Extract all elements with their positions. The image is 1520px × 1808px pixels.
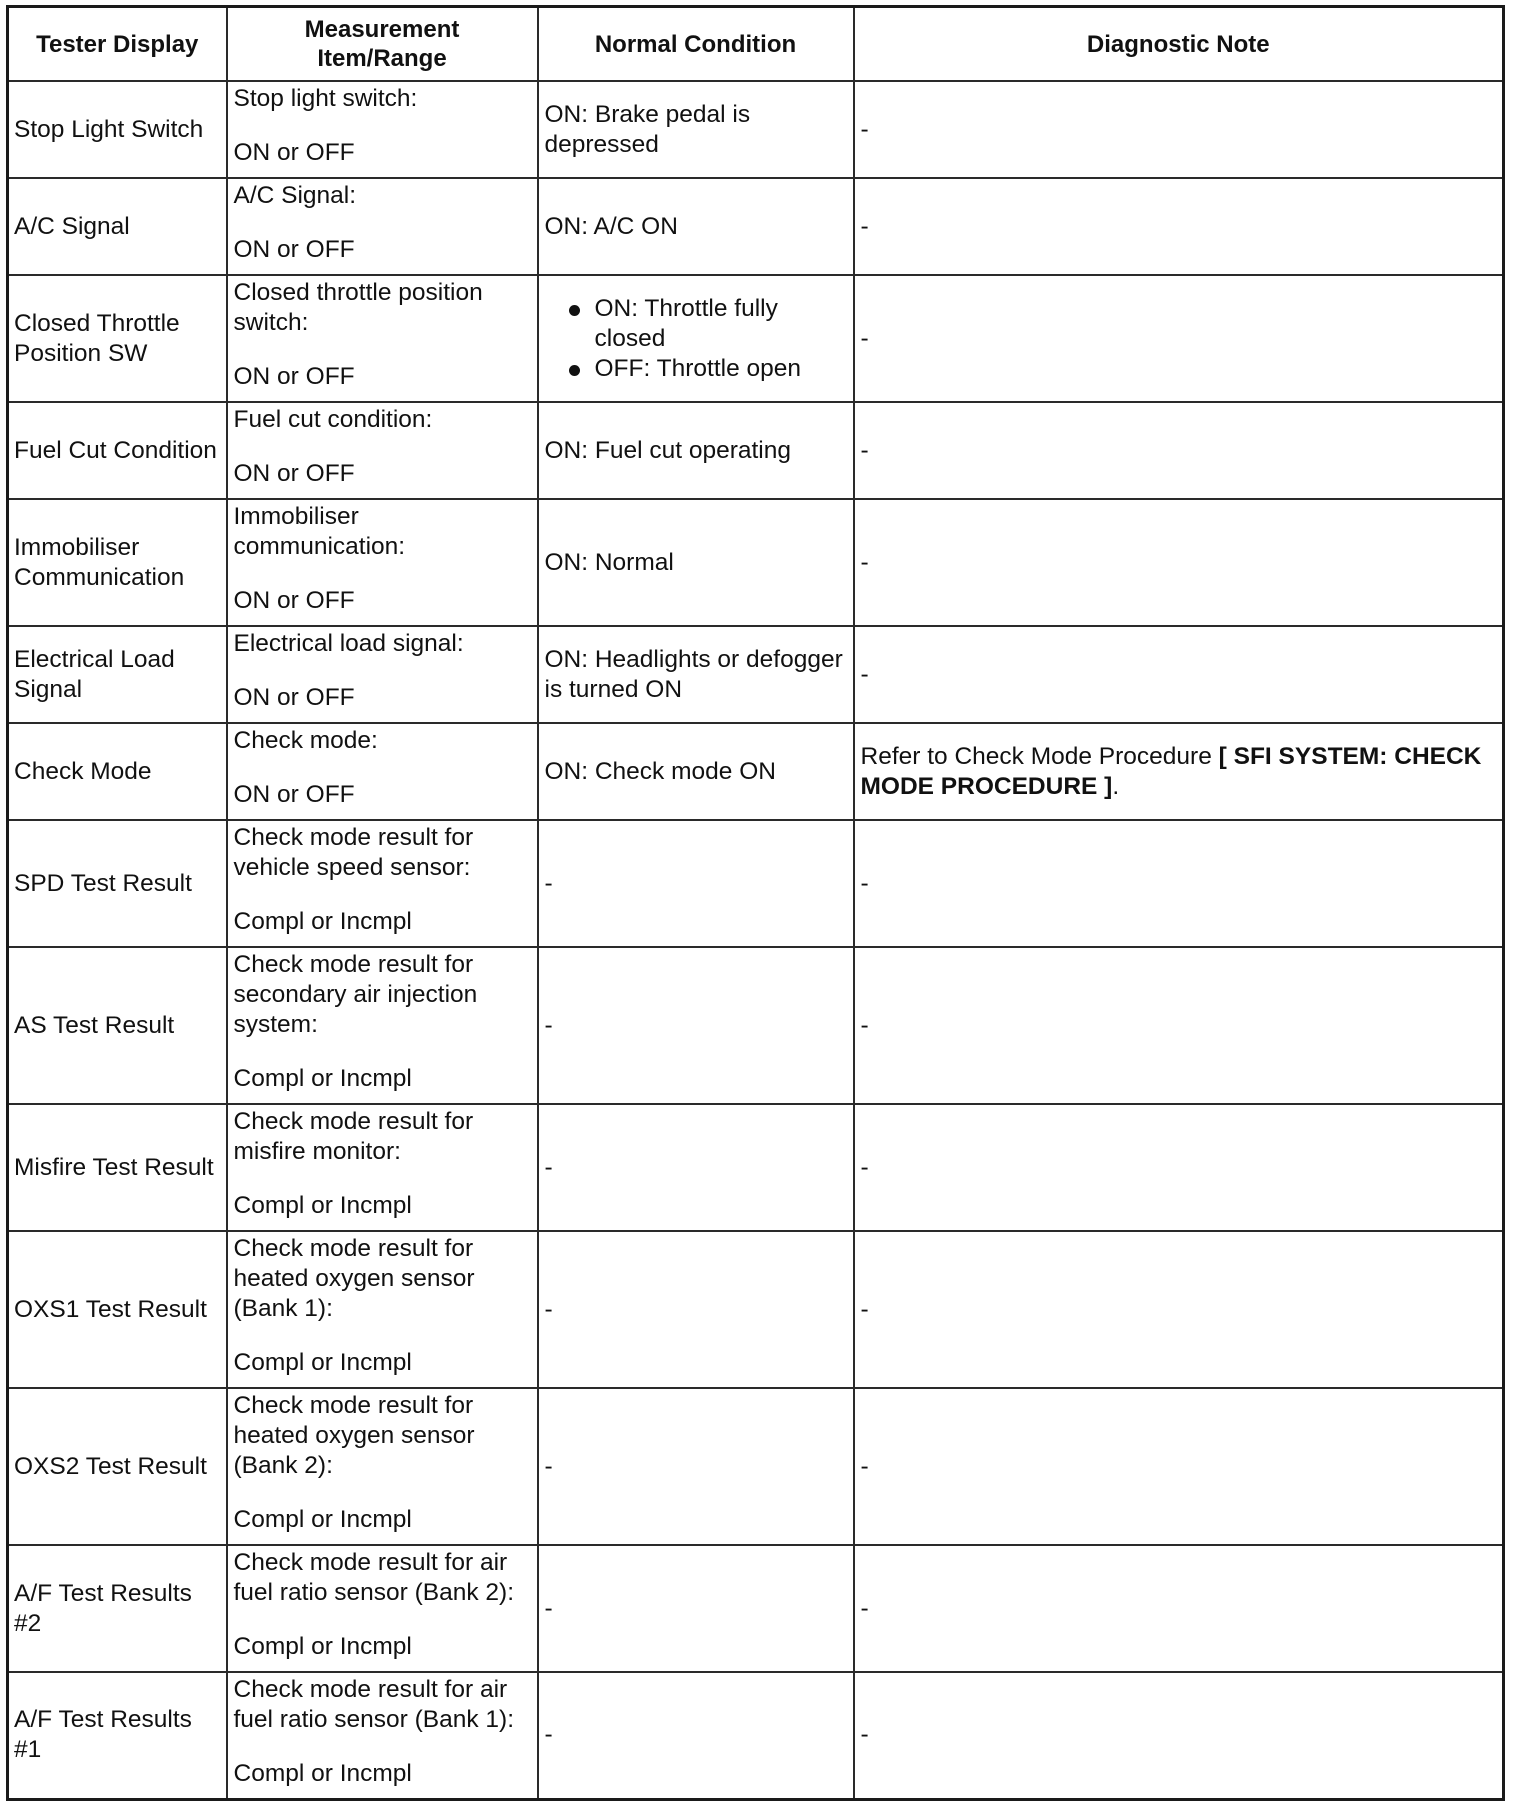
display-text: Fuel Cut Condition [14,436,217,464]
cell-measurement-range [227,947,538,1104]
range-text: Check mode result for [233,1108,474,1135]
cell-measurement-range [227,1672,538,1799]
cell-tester-display [8,1231,227,1388]
cell-tester-display [8,820,227,947]
cell-normal-condition: - [538,1545,854,1672]
normal-bullet-item [559,294,847,354]
display-text: Check Mode [14,757,152,785]
check-mode-procedure-link[interactable]: [ SFI SYSTEM: CHECK [1218,742,1482,770]
cell-diagnostic-note: - [854,626,1504,723]
cell-measurement-range [227,402,538,499]
cell-tester-display [8,275,227,402]
cell-normal-condition [538,626,854,723]
display-text: OXS2 Test Result [14,1452,207,1480]
cell-normal-condition [538,275,854,402]
header-normal-condition: Normal Condition [538,7,854,82]
cell-measurement-range [227,275,538,402]
normal-bullet-list [545,294,847,384]
cell-normal-condition [538,499,854,626]
display-text: A/F Test Results [14,1579,192,1607]
range-text: Check mode result for [233,824,474,851]
range-values: ON or OFF [233,139,355,166]
data-list-table [6,5,1505,1801]
cell-measurement-range [227,626,538,723]
display-text: Closed Throttle [14,309,180,337]
range-text: communication: [233,533,406,560]
range-values: ON or OFF [233,587,355,614]
cell-normal-condition: - [538,1104,854,1231]
table-row-misfire-test-result [8,1104,1504,1231]
cell-normal-condition [538,402,854,499]
cell-diagnostic-note: - [854,402,1504,499]
cell-measurement-range [227,499,538,626]
cell-diagnostic-note: - [854,1104,1504,1231]
range-text: Check mode result for [233,951,474,978]
range-text: Check mode result for air [233,1549,508,1576]
normal-text: ON: A/C ON [544,212,678,240]
cell-diagnostic-note: - [854,81,1504,178]
note-period: . [1112,772,1120,800]
cell-normal-condition: - [538,1388,854,1545]
range-text: Electrical load signal: [233,630,464,657]
cell-diagnostic-note: - [854,820,1504,947]
range-values: ON or OFF [233,460,355,487]
cell-measurement-range [227,1104,538,1231]
normal-text: ON: Fuel cut operating [544,436,791,464]
range-text: Check mode result for [233,1392,474,1419]
cell-measurement-range [227,820,538,947]
cell-diagnostic-note: - [854,275,1504,402]
cell-tester-display [8,723,227,820]
range-text: fuel ratio sensor (Bank 1): [233,1706,515,1733]
cell-measurement-range [227,1388,538,1545]
cell-measurement-range [227,1545,538,1672]
header-measurement-line-2: Item/Range [317,45,447,72]
range-text: (Bank 1): [233,1295,333,1322]
cell-diagnostic-note [854,723,1504,820]
cell-tester-display [8,947,227,1104]
range-text: Check mode: [233,727,378,754]
cell-tester-display [8,1104,227,1231]
range-text: Stop light switch: [233,85,418,112]
table-row-fuel-cut-condition [8,402,1504,499]
bullet-text: ON: Throttle fully [594,294,778,322]
table-row-immobiliser-communication [8,499,1504,626]
display-text: #1 [14,1736,42,1764]
cell-diagnostic-note: - [854,499,1504,626]
normal-text: depressed [544,130,659,158]
cell-normal-condition [538,723,854,820]
cell-normal-condition: - [538,820,854,947]
data-list-sheet [6,5,1505,1801]
bullet-text: OFF: Throttle open [594,354,802,382]
header-row [8,7,1504,82]
range-text: Closed throttle position [233,279,483,306]
check-mode-procedure-link-cont[interactable]: MODE PROCEDURE ] [860,772,1113,800]
range-values: Compl or Incmpl [233,1349,412,1376]
range-text: misfire monitor: [233,1138,401,1165]
normal-text: is turned ON [544,675,683,703]
range-values: Compl or Incmpl [233,1633,412,1660]
cell-diagnostic-note: - [854,1231,1504,1388]
normal-text: ON: Normal [544,548,674,576]
range-text: A/C Signal: [233,182,357,209]
range-text: Fuel cut condition: [233,406,433,433]
header-tester-display: Tester Display [8,7,227,82]
display-text: A/F Test Results [14,1706,192,1734]
table-row-oxs1-test-result [8,1231,1504,1388]
cell-diagnostic-note: - [854,1545,1504,1672]
cell-normal-condition: - [538,1231,854,1388]
range-values: ON or OFF [233,363,355,390]
cell-tester-display [8,1388,227,1545]
cell-tester-display [8,1545,227,1672]
table-row-af-test-results-1 [8,1672,1504,1799]
table-row-af-test-results-2 [8,1545,1504,1672]
display-text: Communication [14,563,185,591]
table-row-check-mode [8,723,1504,820]
range-text: (Bank 2): [233,1452,333,1479]
table-row-spd-test-result [8,820,1504,947]
table-row-as-test-result [8,947,1504,1104]
range-values: Compl or Incmpl [233,908,412,935]
cell-tester-display [8,178,227,275]
display-text: Stop Light Switch [14,115,204,143]
table-row-oxs2-test-result [8,1388,1504,1545]
normal-text: ON: Headlights or defogger [544,645,843,673]
display-text: Immobiliser [14,533,140,561]
range-values: ON or OFF [233,236,355,263]
display-text: A/C Signal [14,212,130,240]
range-values: Compl or Incmpl [233,1065,412,1092]
cell-measurement-range [227,178,538,275]
range-values: Compl or Incmpl [233,1760,412,1787]
header-diagnostic-note: Diagnostic Note [854,7,1504,82]
bullet-text: closed [594,324,666,352]
display-text: Signal [14,675,83,703]
cell-diagnostic-note: - [854,1388,1504,1545]
display-text: SPD Test Result [14,869,192,897]
display-text: OXS1 Test Result [14,1295,207,1323]
range-text: heated oxygen sensor [233,1422,475,1449]
normal-text: ON: Check mode ON [544,757,776,785]
table-row-closed-throttle-position-sw [8,275,1504,402]
note-text: Refer to Check Mode Procedure [860,742,1219,770]
table-row-stop-light-switch [8,81,1504,178]
display-text: #2 [14,1609,42,1637]
range-values: Compl or Incmpl [233,1506,412,1533]
cell-normal-condition: - [538,947,854,1104]
cell-diagnostic-note: - [854,178,1504,275]
range-text: vehicle speed sensor: [233,854,471,881]
cell-tester-display [8,626,227,723]
cell-tester-display [8,81,227,178]
cell-tester-display [8,402,227,499]
range-text: heated oxygen sensor [233,1265,475,1292]
range-values: Compl or Incmpl [233,1192,412,1219]
range-values: ON or OFF [233,684,355,711]
display-text: Electrical Load [14,645,175,673]
normal-text: ON: Brake pedal is [544,100,751,128]
cell-diagnostic-note: - [854,947,1504,1104]
range-text: switch: [233,309,309,336]
display-text: Position SW [14,339,148,367]
range-text: Check mode result for air [233,1676,508,1703]
range-text: secondary air injection [233,981,478,1008]
cell-measurement-range [227,723,538,820]
range-text: Check mode result for [233,1235,474,1262]
range-text: system: [233,1011,318,1038]
header-measurement-item-range [227,7,538,82]
cell-diagnostic-note: - [854,1672,1504,1799]
range-text: Immobiliser [233,503,359,530]
range-text: fuel ratio sensor (Bank 2): [233,1579,515,1606]
display-text: Misfire Test Result [14,1153,214,1181]
cell-normal-condition [538,81,854,178]
table-row-ac-signal [8,178,1504,275]
cell-tester-display [8,499,227,626]
cell-normal-condition: - [538,1672,854,1799]
header-measurement-line-1: Measurement [304,16,460,43]
range-values: ON or OFF [233,781,355,808]
normal-bullet-item [559,354,847,384]
table-row-electrical-load-signal [8,626,1504,723]
cell-tester-display [8,1672,227,1799]
display-text: AS Test Result [14,1011,175,1039]
cell-normal-condition [538,178,854,275]
cell-measurement-range [227,81,538,178]
cell-measurement-range [227,1231,538,1388]
